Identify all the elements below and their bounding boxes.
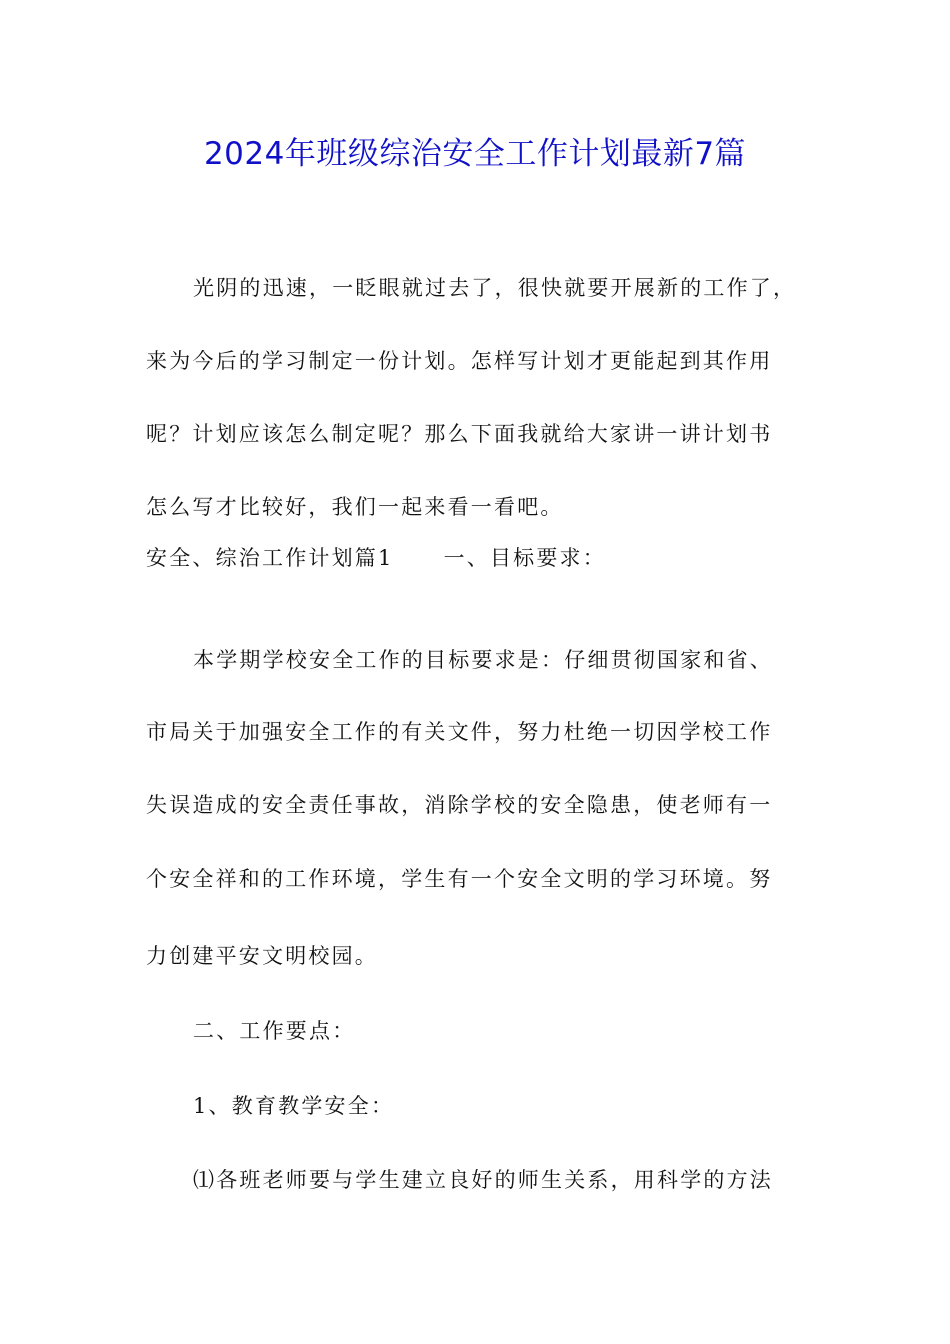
section-subheading: 一、目标要求： xyxy=(443,546,606,570)
section-heading: 安全、综治工作计划篇1 xyxy=(146,546,394,570)
item-1-heading: 1、教育教学安全： xyxy=(193,1094,395,1118)
intro-line-4: 怎么写才比较好，我们一起来看一看吧。 xyxy=(146,495,564,519)
goal-line-1: 本学期学校安全工作的目标要求是：仔细贯彻国家和省、 xyxy=(193,648,773,672)
goal-line-3: 失误造成的安全责任事故，消除学校的安全隐患，使老师有一 xyxy=(146,793,773,817)
section-heading-row xyxy=(146,538,816,578)
goal-line-5: 力创建平安文明校园。 xyxy=(146,944,378,968)
intro-line-1: 光阴的迅速，一眨眼就过去了，很快就要开展新的工作了， xyxy=(193,276,797,300)
work-points-heading: 二、工作要点： xyxy=(193,1019,356,1043)
document-title: 2024年班级综治安全工作计划最新7篇 xyxy=(203,136,747,172)
item-1-sub-1: ⑴各班老师要与学生建立良好的师生关系，用科学的方法 xyxy=(193,1168,773,1192)
goal-line-4: 个安全祥和的工作环境，学生有一个安全文明的学习环境。努 xyxy=(146,867,773,891)
intro-line-3: 呢？计划应该怎么制定呢？那么下面我就给大家讲一讲计划书 xyxy=(146,422,773,446)
intro-line-2: 来为今后的学习制定一份计划。怎样写计划才更能起到其作用 xyxy=(146,349,773,373)
goal-line-2: 市局关于加强安全工作的有关文件，努力杜绝一切因学校工作 xyxy=(146,720,773,744)
